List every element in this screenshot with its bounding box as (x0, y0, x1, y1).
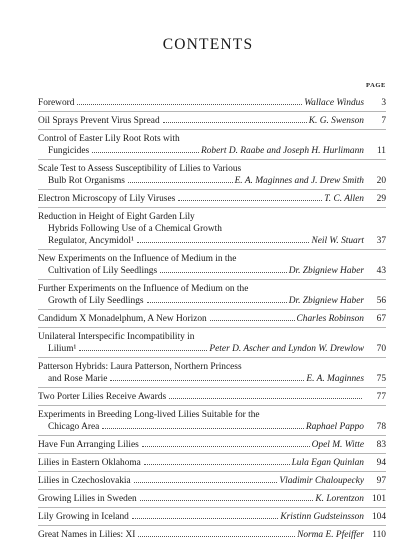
toc-entry-title: Candidum X Monadelphum, A New Horizon (38, 314, 207, 324)
toc-entry (38, 328, 386, 358)
page-column-label: PAGE (366, 82, 386, 89)
leader-dots (140, 500, 314, 501)
toc-entry-author: Norma E. Pfeiffer (297, 530, 364, 540)
toc-entry-title: Have Fun Arranging Lilies (38, 440, 139, 450)
toc-entry-title: Fungicides (48, 146, 90, 156)
toc-entry (38, 250, 386, 280)
toc-entry-title-line: Experiments in Breeding Long-lived Lilies Suitable for the (38, 410, 260, 420)
toc-entry (38, 208, 386, 250)
toc-entry (38, 112, 386, 130)
toc-entry-page-number: 20 (376, 176, 386, 186)
toc-entry-author: Opel M. Witte (311, 440, 364, 450)
toc-entry-author: Dr. Zbigniew Haber (288, 266, 364, 276)
leader-dots (147, 302, 287, 303)
toc-entry-page-number: 37 (376, 236, 386, 246)
toc-entry (38, 388, 386, 406)
toc-entry-page-number: 77 (376, 392, 386, 402)
toc-entry-title-line: Scale Test to Assess Susceptibility of Lilies to Various (38, 164, 242, 174)
leader-dots (210, 320, 295, 321)
toc-entry-title: Lilies in Czechoslovakia (38, 476, 131, 486)
toc-entry-author: Peter D. Ascher and Lyndon W. Drewlow (209, 344, 364, 354)
leader-dots (142, 446, 310, 447)
toc-entry-author: K. G. Swenson (308, 116, 364, 126)
leader-dots (160, 272, 287, 273)
toc-entry-title: Regulator, Ancymidol¹ (48, 236, 134, 246)
toc-entry-author: Vladimir Chaloupecky (279, 476, 364, 486)
toc-entry-author: E. A. Maginnes and J. Drew Smith (234, 176, 364, 186)
toc-entry-title: Electron Microscopy of Lily Viruses (38, 194, 176, 204)
toc-entry (38, 358, 386, 388)
toc-entry-title-line: Reduction in Height of Eight Garden Lily (38, 212, 195, 222)
toc-entry-page-number: 70 (376, 344, 386, 354)
toc-entry-title-line: Unilateral Interspecific Incompatibility in (38, 332, 195, 342)
toc-entry (38, 472, 386, 490)
toc-entry-title: Lilium¹ (48, 344, 77, 354)
toc-entry-author: Wallace Windus (304, 98, 364, 108)
toc-entry-title-line: New Experiments on the Influence of Medium in the (38, 254, 237, 264)
page-title: CONTENTS (162, 36, 254, 53)
toc-entry-page-number: 75 (376, 374, 386, 384)
toc-entry (38, 526, 386, 543)
leader-dots (137, 242, 310, 243)
leader-dots (92, 152, 199, 153)
toc-entry-page-number: 29 (376, 194, 386, 204)
toc-entry (38, 454, 386, 472)
toc-entry (38, 406, 386, 436)
table-of-contents (38, 94, 386, 543)
leader-dots (144, 464, 290, 465)
toc-entry-author: Raphael Pappo (305, 422, 364, 432)
toc-entry (38, 94, 386, 112)
toc-entry-title-line: Hybrids Following Use of a Chemical Growth (48, 224, 222, 234)
toc-entry (38, 490, 386, 508)
toc-entry (38, 160, 386, 190)
toc-entry-title-line: Patterson Hybrids: Laura Patterson, Northern Princess (38, 362, 242, 372)
toc-entry-title: Oil Sprays Prevent Virus Spread (38, 116, 160, 126)
toc-entry-title: Lilies in Eastern Oklahoma (38, 458, 141, 468)
toc-entry-title: Growth of Lily Seedlings (48, 296, 144, 306)
toc-entry-page-number: 101 (371, 494, 386, 504)
toc-entry-page-number: 56 (376, 296, 386, 306)
leader-dots (163, 122, 307, 123)
toc-entry-title: Lily Growing in Iceland (38, 512, 129, 522)
toc-entry-title: Two Porter Lilies Receive Awards (38, 392, 167, 402)
toc-entry-author: Neil W. Stuart (311, 236, 364, 246)
leader-dots (178, 200, 322, 201)
toc-entry-title: Bulb Rot Organisms (48, 176, 125, 186)
leader-dots (110, 380, 304, 381)
toc-entry-title: Great Names in Lilies: XI (38, 530, 136, 540)
toc-entry-title: Foreword (38, 98, 75, 108)
toc-entry-page-number: 7 (381, 116, 386, 126)
toc-entry-author: Robert D. Raabe and Joseph H. Hurlimann (200, 146, 364, 156)
toc-entry-page-number: 3 (381, 98, 386, 108)
toc-entry-author: Dr. Zbigniew Haber (288, 296, 364, 306)
toc-entry-page-number: 67 (376, 314, 386, 324)
leader-dots (132, 518, 279, 519)
toc-entry-page-number: 104 (371, 512, 386, 522)
toc-entry (38, 280, 386, 310)
toc-entry-author: Kristinn Gudsteinsson (280, 512, 364, 522)
toc-entry-author: Lula Egan Quinlan (291, 458, 364, 468)
toc-entry-page-number: 94 (376, 458, 386, 468)
toc-entry-title: Chicago Area (48, 422, 100, 432)
toc-entry-title: Growing Lilies in Sweden (38, 494, 137, 504)
toc-entry-author: K. Lorentzon (315, 494, 364, 504)
toc-entry (38, 508, 386, 526)
toc-entry-author: Charles Robinson (296, 314, 364, 324)
toc-entry-title-line: Further Experiments on the Influence of Medium on the (38, 284, 249, 294)
leader-dots (138, 536, 295, 537)
toc-entry-title: Cultivation of Lily Seedlings (48, 266, 158, 276)
toc-entry (38, 190, 386, 208)
toc-entry (38, 130, 386, 160)
leader-dots (79, 350, 207, 351)
toc-entry-author: T. C. Allen (324, 194, 364, 204)
toc-entry-page-number: 11 (376, 146, 386, 156)
leader-dots (169, 398, 362, 399)
toc-entry (38, 436, 386, 454)
leader-dots (102, 428, 304, 429)
toc-entry-page-number: 78 (376, 422, 386, 432)
leader-dots (128, 182, 233, 183)
leader-dots (77, 104, 302, 105)
leader-dots (134, 482, 278, 483)
toc-entry-page-number: 110 (372, 530, 386, 540)
toc-entry-title-line: Control of Easter Lily Root Rots with (38, 134, 180, 144)
toc-entry-page-number: 83 (376, 440, 386, 450)
toc-entry (38, 310, 386, 328)
toc-entry-title: and Rose Marie (48, 374, 108, 384)
toc-entry-page-number: 97 (376, 476, 386, 486)
toc-entry-page-number: 43 (376, 266, 386, 276)
toc-entry-author: E. A. Maginnes (306, 374, 364, 384)
